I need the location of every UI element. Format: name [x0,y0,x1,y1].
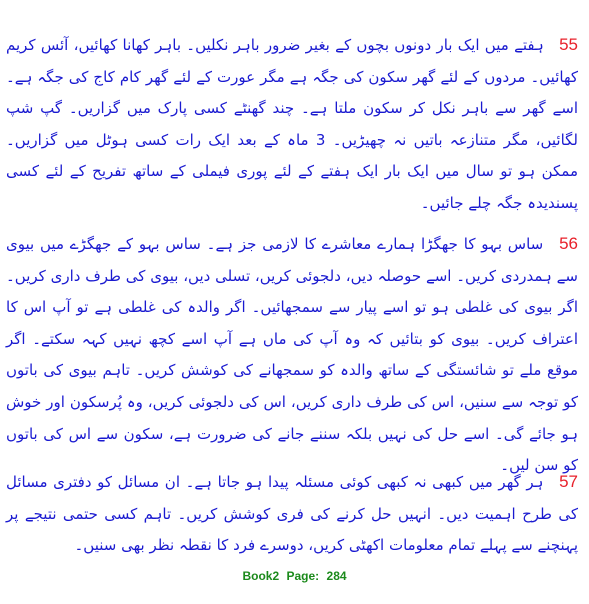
paragraph-number: 56 [559,234,578,253]
paragraph-text: ہفتے میں ایک بار دونوں بچوں کے بغیر ضرور باہر نکلیں۔ باہر کھانا کھائیں، آئس کریم کھائیں۔ مردوں کے لئے گھر سکون کی جگہ ہے مگر عورت کے لئے گھر کام کاج کی جگہ ہے۔ اسے گھر سے باہر نکل کر سکون ملتا ہے۔ چند گھنٹے کسی پارک میں گزاریں۔ گپ شپ لگائیں، مگر متنازعہ باتیں نہ چھیڑیں۔ 3 ماہ کے بعد ایک رات کسی ہوٹل میں گزاریں۔ ممکن ہو تو سال میں ایک بار ایک ہفتے کے لئے پوری فیملی کے ساتھ تفریح کے لئے کسی پسندیدہ جگہ چلے جائیں۔ [6,36,578,212]
paragraph-text: ہر گھر میں کبھی نہ کبھی کوئی مسئلہ پیدا ہو جاتا ہے۔ ان مسائل کو دفتری مسائل کی طرح اہمیت دیں۔ انہیں حل کرنے کی فری کوشش کریں۔ تاہم کسی حتمی نتیجے پر پہنچنے سے پہلے تمام معلومات اکھٹی کریں، دوسرے فرد کا نقطہ نظر بھی سنیں۔ [6,473,578,555]
book-label: Book2 [242,569,280,583]
paragraph-55 [6,29,578,220]
paragraph-number: 55 [559,35,578,54]
paragraph-number: 57 [559,472,578,491]
paragraph-57 [6,466,578,562]
page-number: 284 [326,569,347,583]
page-footer [0,569,589,583]
paragraph-text: ساس بہو کا جھگڑا ہمارے معاشرے کا لازمی جز ہے۔ ساس بہو کے جھگڑے میں بیوی سے ہمدردی کریں۔ اسے حوصلہ دیں، دلجوئی کریں، تسلی دیں، بیوی کی طرف داری کریں۔ اگر بیوی کی غلطی ہو تو اسے پیار سے سمجھائیں۔ اگر والدہ کی غلطی ہے تو آپ اس کا اعتراف کریں۔ بیوی کو بتائیں کہ وہ آپ کی ماں ہے آپ اسے کچھ نہیں کہہ سکتے۔ اگر موقع ملے تو شائستگی کے ساتھ والدہ کو سمجھانے کی کوشش کریں۔ تاہم بیوی کی باتوں کو توجہ سے سنیں، اس کی طرف داری کریں، اس کی دلجوئی کریں، وہ پُرسکون اور خوش ہو جائے گی۔ اسے حل کی نہیں بلکہ سننے جانے کی ضرورت ہے، سکون سے اس کی باتوں کو سن لیں۔ [6,235,578,475]
page-label: Page: [286,569,320,583]
paragraph-56 [6,228,578,482]
